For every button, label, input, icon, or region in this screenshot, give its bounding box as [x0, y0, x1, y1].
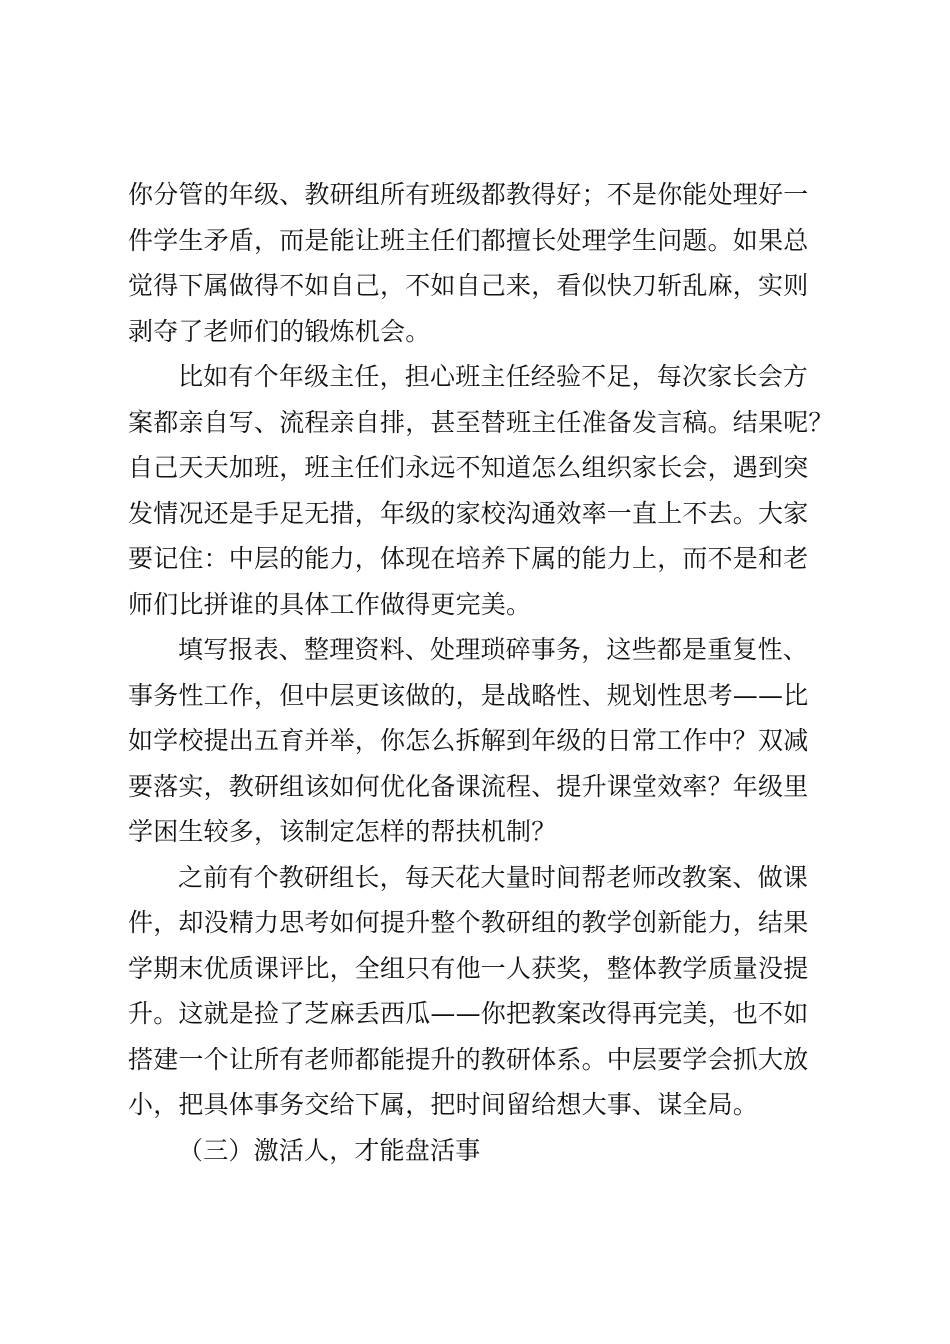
text-line: 你分管的年级、教研组所有班级都教得好；不是你能处理好一	[128, 180, 809, 209]
text-line: 要记住：中层的能力，体现在培养下属的能力上，而不是和老	[128, 544, 809, 573]
text-line: 件学生矛盾，而是能让班主任们都擅长处理学生问题。如果总	[128, 225, 809, 255]
text-line: 剥夺了老师们的锻炼机会。	[128, 316, 431, 346]
text-line: 发情况还是手足无措，年级的家校沟通效率一直上不去。大家	[128, 498, 809, 528]
text-line: 自己天天加班，班主任们永远不知道怎么组织家长会，遇到突	[128, 453, 809, 482]
text-line: 件，却没精力思考如何提升整个教研组的教学创新能力，结果	[128, 908, 809, 937]
text-line: 学期末优质课评比，全组只有他一人获奖，整体教学质量没提	[128, 953, 809, 983]
paragraph-first-line: 之前有个教研组长，每天花大量时间帮老师改教案、做课	[178, 862, 809, 892]
text-line: 案都亲自写、流程亲自排，甚至替班主任准备发言稿。结果呢？	[128, 407, 834, 437]
text-line: 要落实，教研组该如何优化备课流程、提升课堂效率？年级里	[128, 771, 809, 801]
text-line: 搭建一个让所有老师都能提升的教研体系。中层要学会抓大放	[128, 1044, 809, 1074]
section-heading: （三）激活人，才能盘活事	[178, 1135, 481, 1165]
paragraph-first-line: 填写报表、整理资料、处理琐碎事务，这些都是重复性、	[178, 635, 809, 664]
text-line: 升。这就是捡了芝麻丢西瓜——你把教案改得再完美，也不如	[128, 999, 809, 1028]
text-line: 学困生较多，该制定怎样的帮扶机制？	[128, 817, 557, 846]
text-line: 事务性工作，但中层更该做的，是战略性、规划性思考——比	[128, 680, 809, 710]
text-line: 师们比拼谁的具体工作做得更完美。	[128, 589, 532, 619]
text-line: 如学校提出五育并举，你怎么拆解到年级的日常工作中？双减	[128, 726, 809, 755]
text-line: 小，把具体事务交给下属，把时间留给想大事、谋全局。	[128, 1090, 759, 1119]
document-body	[128, 172, 834, 1173]
paragraph-first-line: 比如有个年级主任，担心班主任经验不足，每次家长会方	[178, 362, 809, 391]
text-line: 觉得下属做得不如自己，不如自己来，看似快刀斩乱麻，实则	[128, 271, 809, 300]
